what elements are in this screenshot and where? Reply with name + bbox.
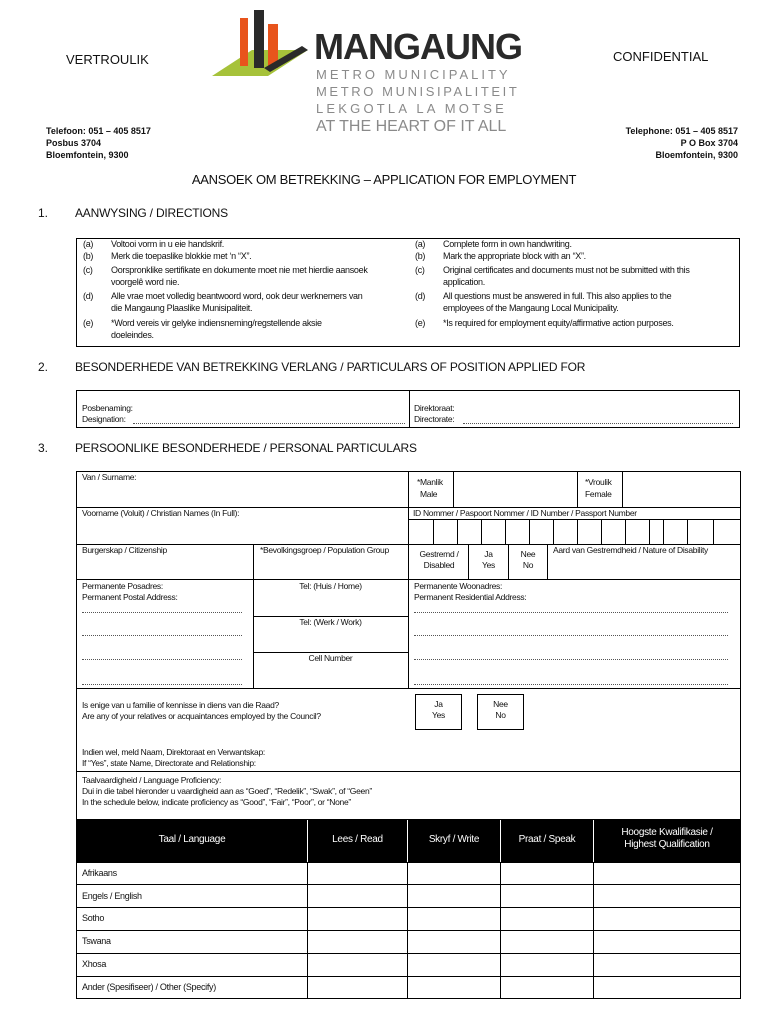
id-box-divider — [577, 520, 578, 544]
direction-en-d: (d) All questions must be answered in full. This also applies to the employees of the Mangaung Local Municipality. — [415, 291, 672, 313]
form-title: AANSOEK OM BETREKKING – APPLICATION FOR EMPLOYMENT — [191, 172, 577, 187]
id-box-divider — [553, 520, 554, 544]
female-label-en: Female — [585, 489, 612, 499]
residential-address-label-en: Permanent Residential Address: — [414, 592, 527, 602]
direction-af-e: (e) *Word vereis vir gelyke indiensneming/regstellende aksie doeleindes. — [83, 318, 322, 340]
id-box-divider — [481, 520, 482, 544]
section-3-title: PERSOONLIKE BESONDERHEDE / PERSONAL PARTICULARS — [75, 441, 417, 455]
col-line — [577, 471, 578, 507]
section-2-title: BESONDERHEDE VAN BETREKKING VERLANG / PARTICULARS OF POSITION APPLIED FOR — [75, 360, 586, 374]
contact-af-phone: Telefoon: 051 – 405 8517 — [46, 126, 151, 136]
citizenship-label: Burgerskap / Citizenship — [82, 545, 167, 555]
lang-header-read — [308, 820, 407, 862]
relatives-details-label-af: Indien wel, meld Naam, Direktoraat en Verwantskap: — [82, 747, 265, 757]
disability-nature-label: Aard van Gestremdheid / Nature of Disability — [553, 545, 708, 555]
relatives-details-label-en: If “Yes”, state Name, Directorate and Relationship: — [82, 758, 256, 768]
lang-header-write-text: Skryf / Write — [428, 834, 480, 845]
col-line — [547, 544, 548, 579]
write-proficiency-cells[interactable] — [409, 864, 498, 997]
lang-header-read-text: Lees / Read — [332, 834, 383, 845]
row-line — [76, 862, 741, 863]
first-names-field[interactable] — [78, 520, 406, 542]
language-row-other: Ander (Spesifiseer) / Other (Specify) — [82, 982, 216, 992]
lang-header-language — [77, 820, 307, 862]
language-row-tswana: Tswana — [82, 936, 111, 946]
residential-address-label-af: Permanente Woonadres: — [414, 581, 503, 591]
residential-address-line-2[interactable] — [414, 635, 728, 636]
id-box-divider — [663, 520, 664, 544]
disabled-no-option[interactable]: Nee No — [520, 549, 536, 570]
female-label-af: *Vroulik — [585, 477, 612, 487]
contact-en — [626, 125, 738, 161]
language-proficiency-af: Dui in die tabel hieronder u vaardigheid aan as “Goed”, “Redelik”, “Swak”, of “Geen” — [82, 786, 372, 796]
tel-work-field[interactable] — [256, 630, 406, 650]
col-line — [622, 471, 623, 507]
postal-address-line-2[interactable] — [82, 635, 242, 636]
male-label-en: Male — [420, 489, 438, 499]
id-box-divider — [529, 520, 530, 544]
speak-proficiency-cells[interactable] — [502, 864, 591, 997]
residential-address-line-3[interactable] — [414, 659, 728, 660]
col-line — [453, 471, 454, 507]
read-proficiency-cells[interactable] — [309, 864, 405, 997]
row-line — [76, 688, 741, 689]
contact-en-city: Bloemfontein, 9300 — [655, 150, 738, 160]
section-1-number: 1. — [38, 206, 49, 220]
id-box-divider — [457, 520, 458, 544]
id-box-divider — [505, 520, 506, 544]
qualification-cells[interactable] — [595, 864, 739, 997]
language-proficiency-en: In the schedule below, indicate proficiency as “Good”, “Fair”, “Poor”, or “None” — [82, 797, 351, 807]
row-line — [76, 579, 741, 580]
cell-number-label: Cell Number — [308, 653, 353, 663]
contact-af-city: Bloemfontein, 9300 — [46, 150, 129, 160]
postal-address-line-1[interactable] — [82, 612, 242, 613]
logo-line2: METRO MUNISIPALITEIT — [316, 84, 520, 99]
first-names-label: Voorname (Voluit) / Christian Names (In Full): — [82, 508, 240, 518]
lang-header-speak-text: Praat / Speak — [518, 834, 576, 845]
language-row-afrikaans: Afrikaans — [82, 868, 117, 878]
language-row-english: Engels / English — [82, 891, 142, 901]
id-box-divider — [625, 520, 626, 544]
residential-address-line-4[interactable] — [414, 684, 728, 685]
logo-line3: LEKGOTLA LA MOTSE — [316, 101, 507, 116]
relatives-no-option[interactable]: Nee No — [477, 694, 524, 730]
logo-line1: METRO MUNICIPALITY — [316, 67, 511, 82]
postal-address-label-af: Permanente Posadres: — [82, 581, 163, 591]
disabled-label: Gestremd / Disabled — [419, 549, 459, 570]
directions-box: (a) Voltooi vorm in u eie handskrif. (b) Merk die toepaslike blokkie met ‘n “X”. (c) Oorspronklike sertifikate en dokumente moet nie met hierdie aansoek voorgelê word nie. (d) Alle vrae moet volledig beantwoord word, ook deur werknemers van die Mangaung Plaaslike Munisipaliteit. (e) *Word vereis vir gelyke indiensneming/regstellende aksie doeleindes. (a) Complete form in own handwriting. (b) Mark the appropriate block with an “X”. (c) Original certificates and documents must not be submitted with this application. (d) All questions must be answered in full. This also applies to the employees of the Mangaung Local Municipality. (e) *Is required for employment equity/affirmative action purposes. — [76, 238, 740, 347]
confidential-label-af: VERTROULIK — [66, 52, 149, 67]
row-line — [76, 771, 741, 772]
contact-af-posbus: Posbus 3704 — [46, 138, 102, 148]
lang-header-qualification — [594, 820, 740, 862]
id-box-divider — [433, 520, 434, 544]
male-label-af: *Manlik — [417, 477, 443, 487]
disability-nature-field[interactable] — [549, 557, 739, 577]
designation-field[interactable] — [133, 423, 405, 424]
confidential-label-en: CONFIDENTIAL — [613, 49, 709, 64]
position-box — [76, 390, 740, 428]
tel-home-field[interactable] — [256, 594, 406, 614]
directorate-label-en: Directorate: — [414, 414, 455, 424]
postal-address-line-3[interactable] — [82, 659, 242, 660]
male-checkbox[interactable] — [455, 473, 575, 505]
section-2-number: 2. — [38, 360, 49, 374]
contact-af — [46, 125, 151, 161]
logo-tagline: AT THE HEART OF IT ALL — [316, 118, 507, 135]
citizenship-field[interactable] — [78, 557, 251, 577]
tel-work-label: Tel: (Werk / Work) — [299, 617, 362, 627]
contact-en-pobox: P O Box 3704 — [680, 138, 738, 148]
lang-header-write — [408, 820, 500, 862]
tel-home-label: Tel: (Huis / Home) — [299, 581, 362, 591]
relatives-yes-option[interactable]: Ja Yes — [415, 694, 462, 730]
lang-header-qualification-text: Hoogste Kwalifikasie / Highest Qualification — [621, 827, 713, 850]
population-group-field[interactable] — [256, 557, 406, 577]
logo-emblem-icon — [212, 10, 312, 90]
designation-label-en: Designation: — [82, 414, 126, 424]
mangaung-logo — [212, 8, 532, 136]
directorate-label-af: Direktoraat: — [414, 403, 455, 413]
contact-en-phone: Telephone: 051 – 405 8517 — [625, 126, 738, 136]
direction-af-c: (c) Oorspronklike sertifikate en dokumente moet nie met hierdie aansoek voorgelê word nie. — [83, 265, 368, 287]
lang-header-speak — [501, 820, 593, 862]
disabled-yes-option[interactable]: Ja Yes — [482, 549, 495, 570]
designation-label-af: Posbenaming: — [82, 403, 133, 413]
directorate-field[interactable] — [463, 423, 733, 424]
residential-address-line-1[interactable] — [414, 612, 728, 613]
language-row-sotho: Sotho — [82, 913, 105, 923]
section-3-number: 3. — [38, 441, 49, 455]
cell-number-field[interactable] — [256, 666, 406, 686]
id-box-divider — [649, 520, 650, 544]
direction-en-c: (c) Original certificates and documents must not be submitted with this application. — [415, 265, 690, 287]
population-group-label: *Bevolkingsgroep / Population Group — [260, 545, 389, 555]
id-number-label: ID Nommer / Paspoort Nommer / ID Number / Passport Number — [413, 508, 637, 518]
logo-name: MANGAUNG — [314, 26, 522, 67]
position-divider — [409, 391, 410, 427]
relatives-question-en: Are any of your relatives or acquaintances employed by the Council? — [82, 711, 321, 721]
surname-label: Van / Surname: — [82, 472, 137, 482]
language-proficiency-title: Taalvaardigheid / Language Proficiency: — [82, 775, 222, 785]
id-number-field[interactable] — [409, 520, 739, 544]
surname-field[interactable] — [78, 484, 406, 506]
direction-af-d: (d) Alle vrae moet volledig beantwoord word, ook deur werknemers van die Mangaung Plaaslike Munisipaliteit. — [83, 291, 363, 313]
relatives-details-field[interactable] — [300, 746, 738, 768]
id-box-divider — [687, 520, 688, 544]
id-box-divider — [601, 520, 602, 544]
postal-address-label-en: Permanent Postal Address: — [82, 592, 178, 602]
id-box-divider — [713, 520, 714, 544]
postal-address-line-4[interactable] — [82, 684, 242, 685]
lang-header-language-text: Taal / Language — [158, 834, 226, 845]
row-line — [76, 819, 741, 820]
female-checkbox[interactable] — [624, 473, 738, 505]
relatives-question-af: Is enige van u familie of kennisse in diens van die Raad? — [82, 700, 279, 710]
section-1-title: AANWYSING / DIRECTIONS — [75, 206, 228, 220]
language-row-xhosa: Xhosa — [82, 959, 107, 969]
